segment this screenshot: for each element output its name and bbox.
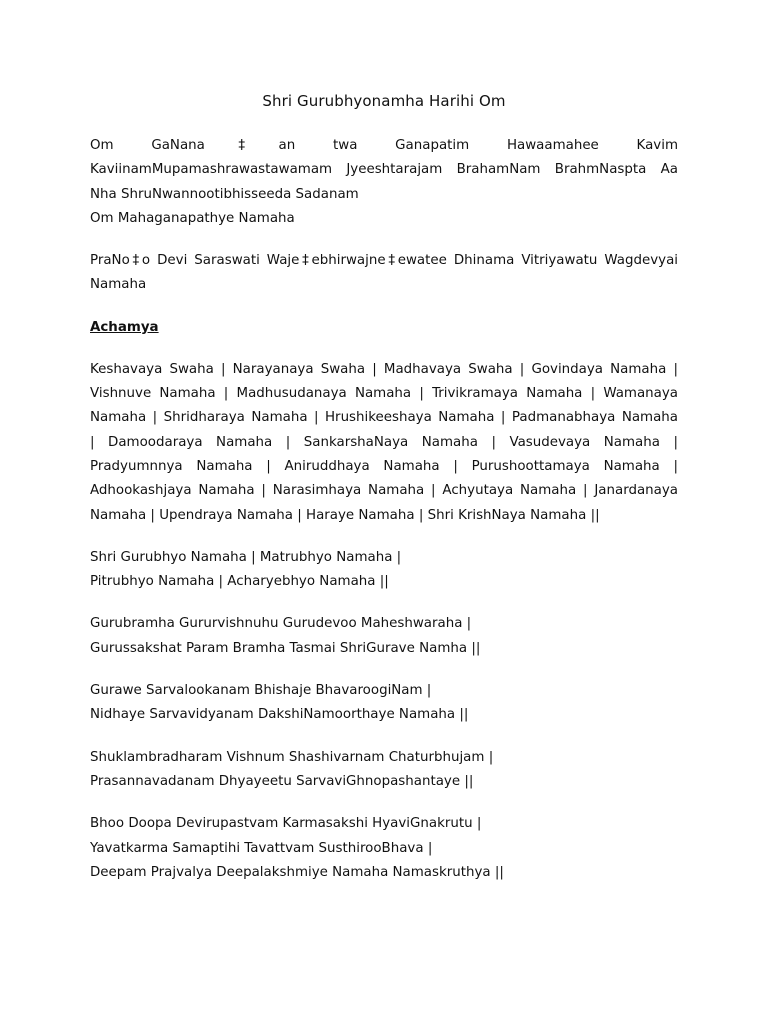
verse-line: Namaha | Shridharaya Namaha | Hrushikeeshaya Namaha | Padmanabhaya Namaha (90, 410, 678, 426)
verse-line: Om Mahaganapathye Namaha (90, 210, 295, 226)
verse-line: Om GaNana‡an twa Ganapatim Hawaamahee Kavim (90, 138, 678, 153)
verse-line: Bhoo Doopa Devirupastvam Karmasakshi HyaviGnakrutu | (90, 816, 482, 832)
page-title: Shri Gurubhyonamha Harihi Om (262, 92, 506, 110)
guru-namaha-verse (90, 546, 678, 595)
verse-line: Pradyumnnya Namaha | Aniruddhaya Namaha | Purushoottamaya Namaha | (90, 458, 678, 474)
verse-line: Pitrubhyo Namaha | Acharyebhyo Namaha || (90, 574, 389, 590)
verse-line: Nha ShruNwannootibhisseeda Sadanam (90, 186, 359, 202)
verse-line: KaviinamMupamashrawastawamam Jyeeshtarajam BrahamNam BrahmNaspta Aa (90, 162, 678, 178)
verse-line: Gurussakshat Param Bramha Tasmai ShriGurave Namha || (90, 640, 481, 656)
verse-line: PraNo‡o Devi Saraswati Waje‡ebhirwajne‡ewatee Dhinama Vitriyawatu Wagdevyai (90, 253, 678, 269)
achamya-verse (90, 358, 678, 528)
gurawe-verse (90, 679, 678, 728)
bhoo-verse (90, 812, 678, 885)
verse-line: Gurubramha Gururvishnuhu Gurudevoo Maheshwaraha | (90, 616, 472, 632)
verse-line: Adhookashjaya Namaha | Narasimhaya Namaha | Achyutaya Namaha | Janardanaya (90, 483, 678, 499)
verse-line: Prasannavadanam Dhyayeetu SarvaviGhnopashantaye || (90, 773, 474, 789)
verse-line: Gurawe Sarvalookanam Bhishaje BhavaroogiNam | (90, 683, 432, 699)
achamya-heading: Achamya (90, 319, 159, 335)
verse-line: Nidhaye Sarvavidyanam DakshiNamoorthaye Namaha || (90, 707, 469, 723)
verse-line: Vishnuve Namaha | Madhusudanaya Namaha | Trivikramaya Namaha | Wamanaya (90, 386, 678, 402)
verse-line: Deepam Prajvalya Deepalakshmiye Namaha Namaskruthya || (90, 864, 504, 880)
saraswati-verse (90, 249, 678, 298)
verse-line: | Damoodaraya Namaha | SankarshaNaya Namaha | Vasudevaya Namaha | (90, 434, 678, 450)
verse-line: Yavatkarma Samaptihi Tavattvam SusthirooBhava | (90, 840, 433, 856)
shuklambra-verse (90, 746, 678, 795)
verse-line: Keshavaya Swaha | Narayanaya Swaha | Madhavaya Swaha | Govindaya Namaha | (90, 361, 678, 377)
verse-line: Namaha (90, 277, 147, 293)
gurubramha-verse (90, 612, 678, 661)
verse-line: Shri Gurubhyo Namaha | Matrubhyo Namaha | (90, 549, 402, 565)
verse-line: Namaha | Upendraya Namaha | Haraye Namaha | Shri KrishNaya Namaha || (90, 507, 600, 523)
verse-line: Shuklambradharam Vishnum Shashivarnam Chaturbhujam | (90, 749, 494, 765)
ganapati-verse (90, 134, 678, 231)
